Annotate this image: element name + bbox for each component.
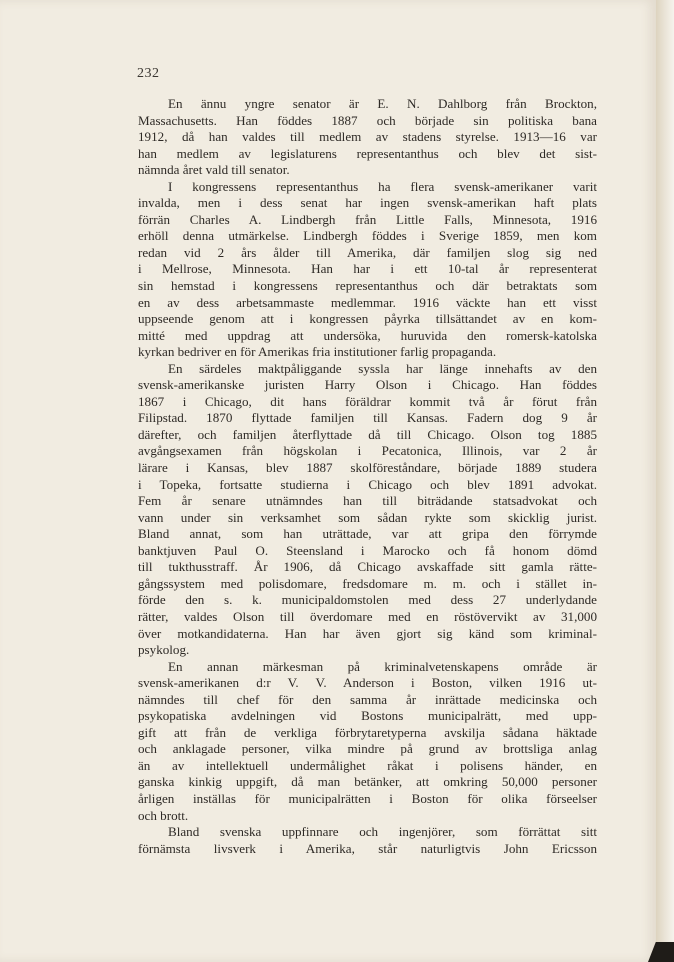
text-line: förde den s. k. municipaldomstolen med dess 27 underlydande <box>138 592 597 608</box>
text-line: i Topeka, fortsatte studierna i Chicago och blev 1891 advokat. <box>138 476 597 492</box>
text-line: förrän Charles A. Lindbergh från Little Falls, Minnesota, 1916 <box>138 211 597 227</box>
text-line: Filipstad. 1870 flyttade familjen till Kansas. Fadern dog 9 år <box>138 410 597 426</box>
text-line: rätter, valdes Olson till överdomare med en röstövervikt av 31,000 <box>138 608 597 624</box>
text-line: och brott. <box>138 807 189 823</box>
text-line: erhöll denna utmärkelse. Lindbergh föddes i Sverige 1859, men kom <box>138 228 597 244</box>
text-line: han medlem av legislaturens representanthus och blev det sist- <box>138 145 597 161</box>
text-line: En särdeles maktpåliggande syssla har länge innehafts av den <box>168 360 597 376</box>
text-line: 1867 i Chicago, dit hans föräldrar kommit två år förut från <box>138 393 597 409</box>
page-edge <box>656 0 674 962</box>
text-line: i Mellrose, Minnesota. Han har i ett 10-tal år representerat <box>138 261 597 277</box>
text-line: vann under sin verksamhet som sådan rykte som skicklig jurist. <box>138 509 597 525</box>
text-line: till tukthusstraff. År 1906, då Chicago avskaffade sitt gamla rätte- <box>138 559 597 575</box>
text-line: I kongressens representanthus ha flera svensk-amerikaner varit <box>168 178 597 194</box>
text-line: psykopatiska avdelningen vid Bostons municipalrätt, med upp- <box>138 708 597 724</box>
text-line: lärare i Kansas, blev 1887 skolföreståndare, började 1889 studera <box>138 460 597 476</box>
text-line: än av intellektuell undermålighet råkat i polisens händer, en <box>138 757 597 773</box>
text-line: redan vid 2 års ålder till Amerika, där familjen slog sig ned <box>138 244 597 260</box>
text-line: därefter, och familjen återflyttade då till Chicago. Olson tog 1885 <box>138 426 597 442</box>
text-line: Bland svenska uppfinnare och ingenjörer, som förrättat sitt <box>168 824 597 840</box>
text-line: gift att från de verkliga förbrytaretyperna avskilja sådana häktade <box>138 724 597 740</box>
text-line: En ännu yngre senator är E. N. Dahlborg från Brockton, <box>168 96 597 111</box>
text-line: svensk-amerikanen d:r V. V. Anderson i Boston, vilken 1916 ut- <box>138 675 597 691</box>
text-line: nämndes till chef för den samma år inrättade medicinska och <box>138 691 597 707</box>
text-line: Bland annat, som han uträttade, var att gripa den förrymde <box>138 526 597 542</box>
text-line: Fem år senare utnämndes han till biträdande statsadvokat och <box>138 493 597 509</box>
text-line: mitté med uppdrag att undersöka, huruvida den romersk-katolska <box>138 327 597 343</box>
text-line: En annan märkesman på kriminalvetenskapens område är <box>168 658 597 674</box>
text-line: över motkandidaterna. Han har även gjort sig känd som kriminal- <box>138 625 597 641</box>
text-line: svensk-amerikanske juristen Harry Olson i Chicago. Han föddes <box>138 377 597 393</box>
body-text <box>138 96 597 857</box>
page-number: 232 <box>137 66 160 81</box>
text-line: 1912, då han valdes till medlem av stadens styrelse. 1913—16 var <box>138 129 597 145</box>
text-line: förnämsta livsverk i Amerika, står naturligtvis John Ericsson <box>138 840 597 856</box>
text-line: Massachusetts. Han föddes 1887 och började sin politiska bana <box>138 112 597 128</box>
text-line: kyrkan bedriver en för Amerikas fria institutioner farlig propaganda. <box>138 344 497 360</box>
text-line: invalda, men i dess senat har ingen svensk-amerikan haft plats <box>138 195 597 211</box>
text-line: årligen inställas för municipalrätten i Boston för olika förseelser <box>138 790 597 806</box>
text-line: avgångsexamen från högskolan i Pecatonica, Illinois, var 2 år <box>138 443 597 459</box>
text-line: banktjuven Paul O. Steensland i Marocko och få honom dömd <box>138 542 597 558</box>
text-line: en av dess arbetsammaste medlemmar. 1916 väckte han ett visst <box>138 294 597 310</box>
text-line: ganska kinkig uppgift, då man betänker, att omkring 50,000 personer <box>138 774 597 790</box>
text-line: uppseende genom att i kongressen påyrka tillsättandet av en kom- <box>138 311 597 327</box>
text-line: psykolog. <box>138 642 190 658</box>
text-line: gångssystem med polisdomare, fredsdomare m. m. och i stället in- <box>138 575 597 591</box>
text-line: och anklagade personer, vilka mindre på grund av brottsliga anlag <box>138 741 597 757</box>
text-line: sin hemstad i kongressens representanthus och där betraktats som <box>138 278 597 294</box>
text-line: nämnda året vald till senator. <box>138 162 290 178</box>
